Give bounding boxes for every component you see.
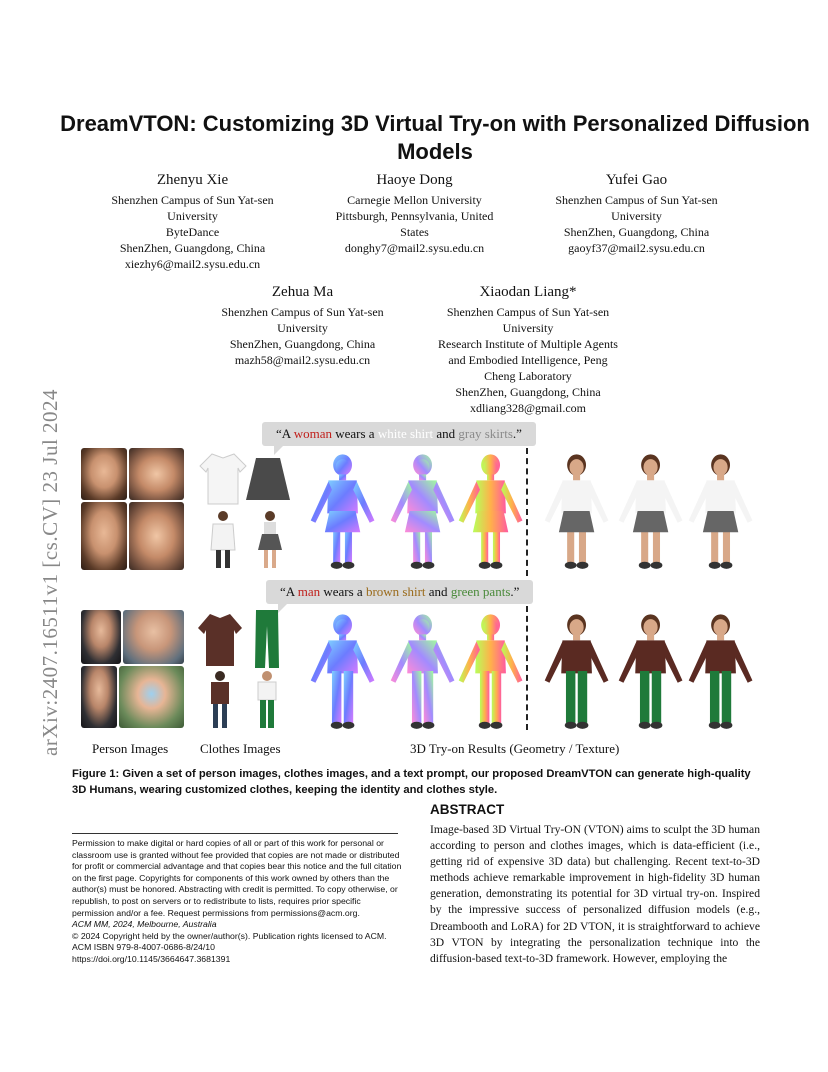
author-block: [90, 170, 295, 272]
author-name: Yufei Gao: [605, 172, 668, 188]
arxiv-identifier: arXiv:2407.16511v1 [cs.CV] 23 Jul 2024: [38, 388, 62, 756]
person-image: [129, 448, 184, 500]
author-name: Xiaodan Liang*: [479, 284, 577, 300]
prompt-word-man: man: [297, 584, 321, 599]
person-image: [81, 448, 127, 500]
author-affiliation: ShenZhen, Guangdong, China: [455, 385, 601, 399]
author-block: [200, 282, 405, 368]
author-affiliation: and Embodied Intelligence, Peng: [448, 353, 608, 367]
author-affiliation: ShenZhen, Guangdong, China: [229, 337, 376, 351]
prompt-text: and: [433, 426, 459, 441]
author-affiliation: States: [400, 225, 429, 239]
divider-dashed: [526, 606, 528, 730]
person-image: [119, 666, 184, 728]
author-affiliation: University: [277, 321, 328, 335]
author-affiliation: Cheng Laboratory: [484, 369, 572, 383]
author-name: Zehua Ma: [271, 284, 334, 300]
person-image: [81, 502, 127, 570]
author-affiliation: Research Institute of Multiple Agents: [438, 337, 618, 351]
geometry-avatar: [306, 452, 379, 570]
clothes-brown-shirt-image: [196, 610, 244, 668]
clothes-model-image: [205, 670, 235, 730]
person-image: [123, 610, 184, 664]
arxiv-sidebar: [18, 296, 62, 756]
author-affiliation: ShenZhen, Guangdong, China: [563, 225, 710, 239]
author-email: xiezhy6@mail2.sysu.edu.cn: [124, 257, 261, 271]
label-person-images: Person Images: [92, 741, 169, 756]
author-affiliation: Carnegie Mellon University: [347, 193, 482, 207]
prompt-word-white-shirt: white shirt: [377, 426, 434, 441]
clothes-model-image: [252, 510, 288, 570]
author-affiliation: Shenzhen Campus of Sun Yat-sen: [221, 305, 384, 319]
label-try-on-results: 3D Try-on Results (Geometry / Texture): [410, 741, 620, 756]
author-email: xdliang328@gmail.com: [469, 401, 587, 415]
author-affiliation: University: [502, 321, 554, 335]
footnote-rule: [72, 833, 398, 834]
author-block: [534, 170, 739, 256]
prompt-word-woman: woman: [293, 426, 332, 441]
venue: ACM MM, 2024, Melbourne, Australia: [72, 919, 217, 930]
author-affiliation: Shenzhen Campus of Sun Yat-sen: [111, 193, 274, 207]
author-block: [418, 282, 638, 416]
abstract-text: Image-based 3D Virtual Try-ON (VTON) aims to sculpt the 3D human according to person and clothes images, which is data-efficient (i.e., getting rid of expensive 3D data) but challenging. Recent text-to-3D methods achieve remarkable improvement in high-fidelity 3D human generation, demonstrating its potential for 3D virtual try-on. Inspired by the impressive success of personalized diffusion models (e.g., Dreambooth and LoRA) for 2D VTON, it is straightforward to achieve 3D VTON by integrating the personalization technique into the diffusion-based text-to-3D framework. However, employing the: [430, 823, 760, 965]
prompt-text: .”: [512, 426, 522, 441]
prompt-text: wears a: [320, 584, 366, 599]
prompt-text: .”: [510, 584, 520, 599]
prompt-text: “A: [280, 584, 298, 599]
person-image: [81, 666, 117, 728]
geometry-avatar: [386, 452, 459, 570]
permission-notice: [72, 838, 402, 966]
author-affiliation: Pittsburgh, Pennsylvania, United: [335, 209, 494, 223]
author-email: gaoyf37@mail2.sysu.edu.cn: [568, 241, 705, 255]
author-email: mazh58@mail2.sysu.edu.cn: [234, 353, 371, 367]
doi-link[interactable]: https://doi.org/10.1145/3664647.3681391: [72, 953, 231, 964]
geometry-avatar: [454, 452, 527, 570]
geometry-avatar: [454, 612, 527, 730]
isbn: ACM ISBN 979-8-4007-0686-8/24/10: [72, 942, 215, 953]
author-affiliation: Shenzhen Campus of Sun Yat-sen: [446, 305, 610, 319]
prompt-text: wears a: [331, 426, 378, 441]
textured-avatar: [540, 612, 613, 730]
textured-avatar: [684, 452, 757, 570]
prompt-word-brown-shirt: brown shirt: [365, 584, 426, 599]
divider-dashed: [526, 448, 528, 576]
clothes-white-shirt-image: [198, 450, 248, 506]
author-email: donghy7@mail2.sysu.edu.cn: [344, 241, 485, 255]
textured-avatar: [684, 612, 757, 730]
person-image: [129, 502, 184, 570]
prompt-bubble-man: [266, 580, 533, 604]
figure-caption: Figure 1: Given a set of person images, clothes images, and a text prompt, our proposed DreamVTON can generate high-quality 3D Humans, wearing customized clothes, keeping the identity and clothes style.: [72, 768, 751, 796]
label-clothes-images: Clothes Images: [200, 741, 281, 756]
clothes-model-image: [205, 510, 241, 570]
author-affiliation: University: [611, 209, 662, 223]
permission-text: Permission to make digital or hard copies of all or part of this work for personal or classroom use is granted without fee provided that copies are not made or distributed for profit or commercial advantage and that copies bear this notice and the full citation on the first page. Copyrights for components of this work owned by others than the author(s) must be honored. Abstracting with credit is permitted. To copy otherwise, or republish, to post on servers or to redistribute to lists, requires prior specific permission and/or a fee. Request permissions from permissions@acm.org.: [72, 838, 402, 918]
person-image: [81, 610, 121, 664]
author-affiliation: ShenZhen, Guangdong, China: [119, 241, 266, 255]
author-block: [312, 170, 517, 256]
geometry-avatar: [386, 612, 459, 730]
prompt-bubble-woman: [262, 422, 536, 446]
prompt-text: and: [425, 584, 451, 599]
prompt-word-gray-skirts: gray skirts: [458, 426, 513, 441]
paper-title: DreamVTON: Customizing 3D Virtual Try-on with Personalized Diffusion Models: [60, 111, 810, 164]
textured-avatar: [614, 452, 687, 570]
author-affiliation: ByteDance: [165, 225, 220, 239]
textured-avatar: [540, 452, 613, 570]
author-affiliation: University: [167, 209, 218, 223]
author-name: Zhenyu Xie: [156, 172, 229, 188]
author-affiliation: Shenzhen Campus of Sun Yat-sen: [555, 193, 718, 207]
textured-avatar: [614, 612, 687, 730]
abstract-heading: ABSTRACT: [430, 802, 505, 817]
copyright: © 2024 Copyright held by the owner/author(s). Publication rights licensed to ACM.: [72, 930, 387, 941]
clothes-green-pants-image: [252, 608, 282, 670]
prompt-text: “A: [276, 426, 294, 441]
author-name: Haoye Dong: [376, 172, 453, 188]
clothes-gray-skirt-image: [244, 454, 292, 504]
geometry-avatar: [306, 612, 379, 730]
prompt-word-green-pants: green pants: [450, 584, 511, 599]
clothes-model-image: [252, 670, 282, 730]
